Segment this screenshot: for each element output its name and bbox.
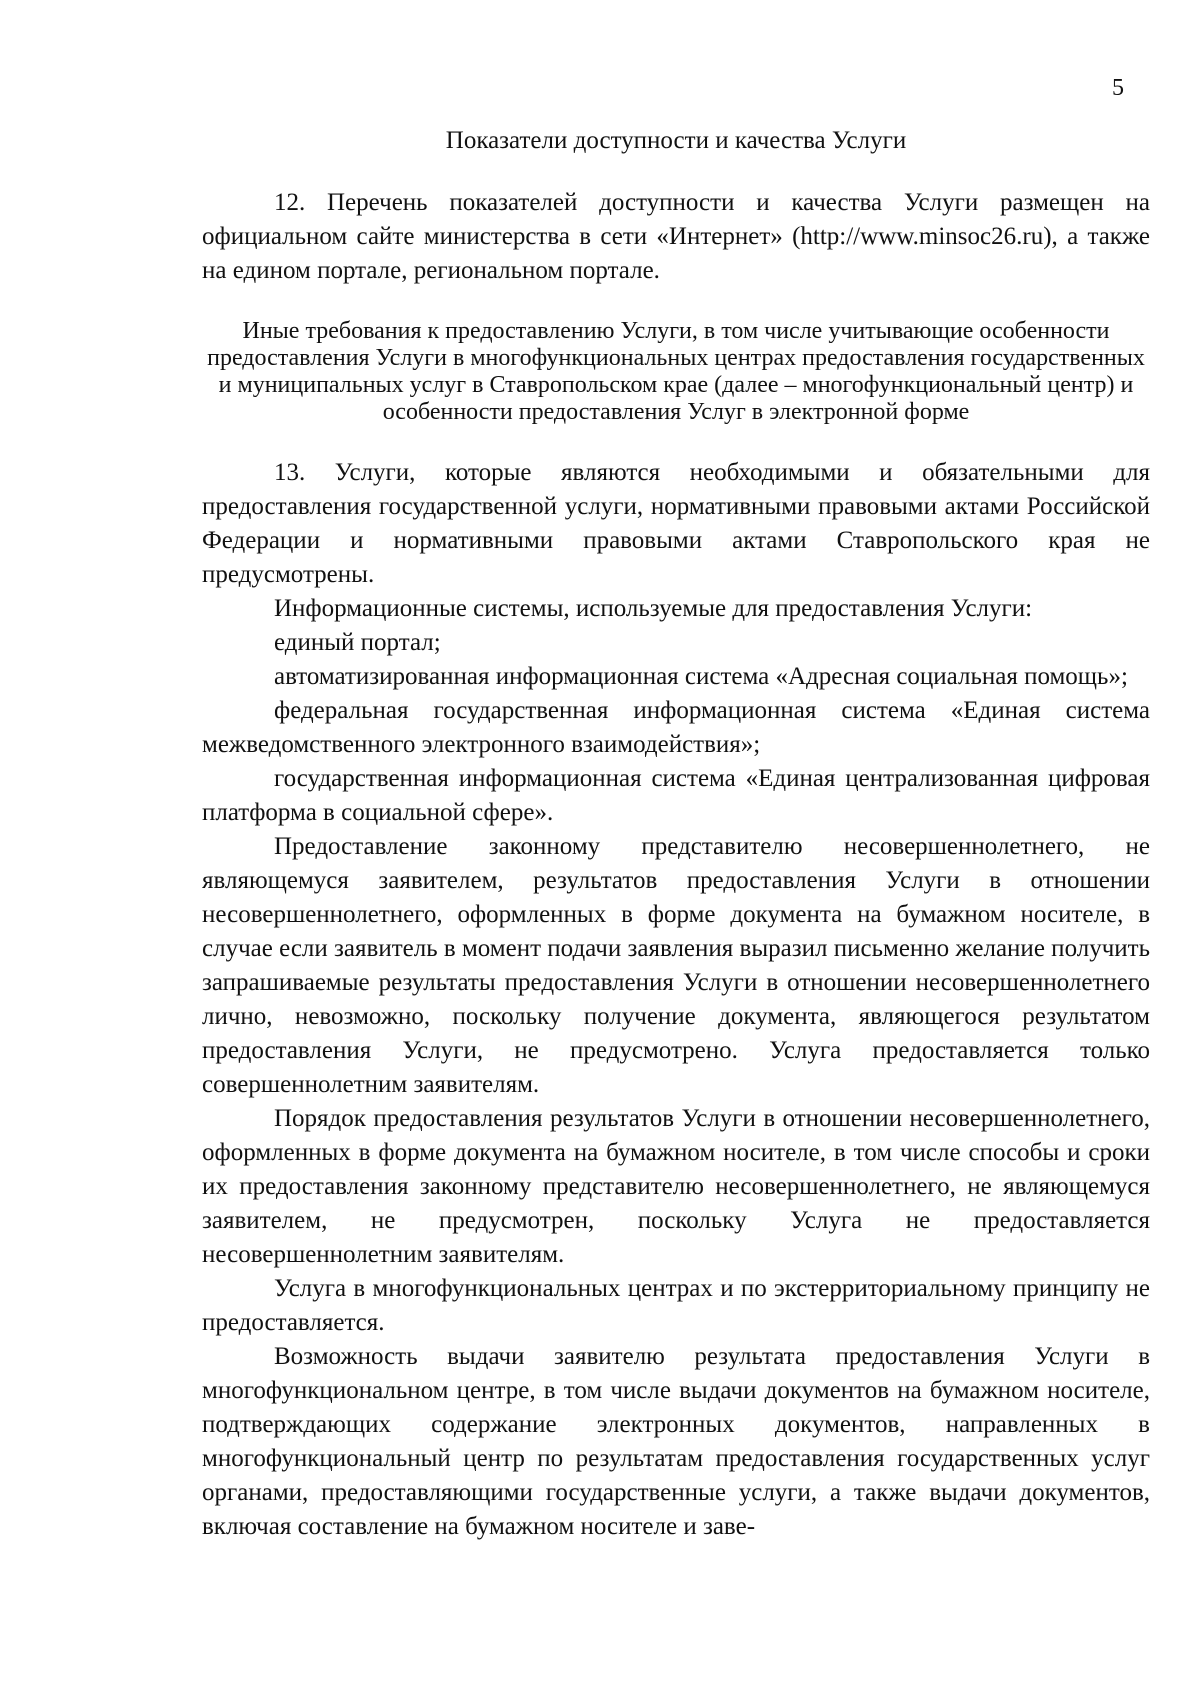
page-number: 5 bbox=[1112, 75, 1124, 101]
paragraph-info-systems-intro: Информационные системы, используемые для предоставления Услуги: bbox=[274, 595, 1033, 622]
paragraph-results-procedure: Порядок предоставления результатов Услуги в отношении несовершеннолетнего, оформленных в форме документа на бумажном носителе, в том числе способы и сроки их предоставления законному представителю несовершеннолетнего, не являющемуся заявителем, не предусмотрен, поскольку Услуга не предоставляется несовершеннолетним заявителям. bbox=[202, 1105, 1150, 1268]
section-heading-other-requirements: Иные требования к предоставлению Услуги, в том числе учитывающие особенности предоставления Услуги в многофункциональных центрах предоставления государственных и муниципальных услуг в Ставропольском крае (далее – многофункциональный центр) и особенности предоставления Услуг в электронной форме bbox=[207, 318, 1145, 425]
paragraph-12: 12. Перечень показателей доступности и качества Услуги размещен на официальном сайте министерства в сети «Интернет» (http://www.minsoc26.ru), а также на едином портале, региональном портале. bbox=[202, 189, 1150, 284]
document-body bbox=[202, 124, 1150, 1544]
list-item-address-social-help: автоматизированная информационная система «Адресная социальная помощь»; bbox=[274, 663, 1128, 690]
list-item-digital-platform: государственная информационная система «Единая централизованная цифровая платформа в социальной сфере». bbox=[202, 765, 1150, 826]
paragraph-mfc-issuance: Возможность выдачи заявителю результата предоставления Услуги в многофункциональном центре, в том числе выдачи документов на бумажном носителе, подтверждающих содержание электронных документов, направленных в многофункциональный центр по результатам предоставления государственных услуг органами, предоставляющими государственные услуги, а также выдачи документов, включая составление на бумажном носителе и заве- bbox=[202, 1343, 1150, 1540]
list-item-smev: федеральная государственная информационная система «Единая система межведомственного электронного взаимодействия»; bbox=[202, 697, 1150, 758]
paragraph-legal-representative: Предоставление законному представителю несовершеннолетнего, не являющемуся заявителем, результатов предоставления Услуги в отношении несовершеннолетнего, оформленных в форме документа на бумажном носителе, в случае если заявитель в момент подачи заявления выразил письменно желание получить запрашиваемые результаты предоставления Услуги в отношении несовершеннолетнего лично, невозможно, поскольку получение документа, являющегося результатом предоставления Услуги, не предусмотрено. Услуга предоставляется только совершеннолетним заявителям. bbox=[202, 833, 1150, 1098]
section-heading-availability-quality: Показатели доступности и качества Услуги bbox=[445, 127, 907, 154]
list-item-unified-portal: единый портал; bbox=[274, 629, 441, 656]
paragraph-13: 13. Услуги, которые являются необходимыми и обязательными для предоставления государственной услуги, нормативными правовыми актами Российской Федерации и нормативными правовыми актами Ставропольского края не предусмотрены. bbox=[202, 459, 1150, 588]
paragraph-mfc-not-provided: Услуга в многофункциональных центрах и по экстерриториальному принципу не предоставляется. bbox=[202, 1275, 1150, 1336]
